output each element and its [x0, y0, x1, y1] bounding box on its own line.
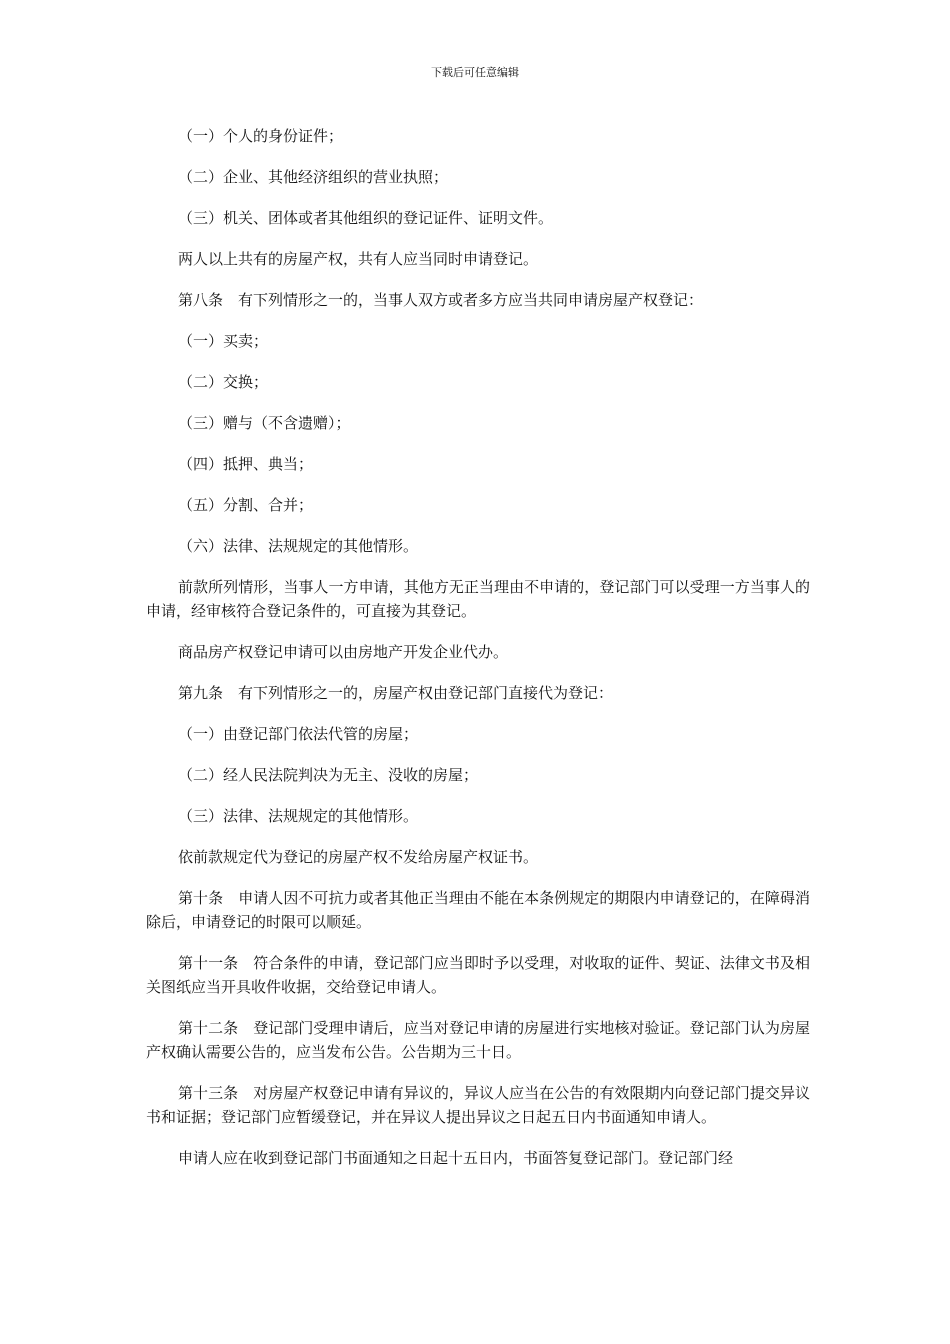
paragraph: （五）分割、合并；	[178, 496, 314, 514]
paragraph: （二）交换；	[178, 373, 269, 391]
page-header-note: 下载后可任意编辑	[431, 66, 519, 79]
article-11-paragraph: 第十一条 符合条件的申请，登记部门应当即时予以受理，对收取的证件、契证、法律文书及相关图纸应当开具收件收据，交给登记申请人。	[146, 954, 810, 996]
article-10-paragraph: 第十条 申请人因不可抗力或者其他正当理由不能在本条例规定的期限内申请登记的，在障碍消除后，申请登记的时限可以顺延。	[146, 889, 810, 931]
article-8-paragraph: 第八条 有下列情形之一的，当事人双方或者多方应当共同申请房屋产权登记：	[178, 291, 704, 309]
paragraph: （二）企业、其他经济组织的营业执照；	[178, 168, 449, 186]
paragraph: 两人以上共有的房屋产权，共有人应当同时申请登记。	[178, 250, 539, 268]
article-9-paragraph: 第九条 有下列情形之一的，房屋产权由登记部门直接代为登记：	[178, 684, 614, 702]
paragraph: 依前款规定代为登记的房屋产权不发给房屋产权证书。	[178, 848, 539, 866]
article-12-paragraph: 第十二条 登记部门受理申请后，应当对登记申请的房屋进行实地核对验证。登记部门认为房屋产权确认需要公告的，应当发布公告。公告期为三十日。	[146, 1019, 810, 1061]
paragraph: （一）个人的身份证件；	[178, 127, 344, 145]
paragraph: 前款所列情形，当事人一方申请，其他方无正当理由不申请的，登记部门可以受理一方当事人的申请，经审核符合登记条件的，可直接为其登记。	[146, 578, 810, 620]
paragraph: （三）赠与（不含遗赠）；	[178, 414, 351, 432]
paragraph: （四）抵押、典当；	[178, 455, 314, 473]
document-body	[146, 124, 810, 1187]
paragraph: （三）法律、法规规定的其他情形。	[178, 807, 419, 825]
paragraph: （三）机关、团体或者其他组织的登记证件、证明文件。	[178, 209, 554, 227]
paragraph: 申请人应在收到登记部门书面通知之日起十五日内，书面答复登记部门。登记部门经	[178, 1149, 734, 1167]
paragraph: 商品房产权登记申请可以由房地产开发企业代办。	[178, 643, 509, 661]
paragraph: （六）法律、法规规定的其他情形。	[178, 537, 419, 555]
article-13-paragraph: 第十三条 对房屋产权登记申请有异议的，异议人应当在公告的有效限期内向登记部门提交异议书和证据；登记部门应暂缓登记，并在异议人提出异议之日起五日内书面通知申请人。	[146, 1084, 810, 1126]
paragraph: （一）由登记部门依法代管的房屋；	[178, 725, 419, 743]
paragraph: （二）经人民法院判决为无主、没收的房屋；	[178, 766, 479, 784]
paragraph: （一）买卖；	[178, 332, 269, 350]
